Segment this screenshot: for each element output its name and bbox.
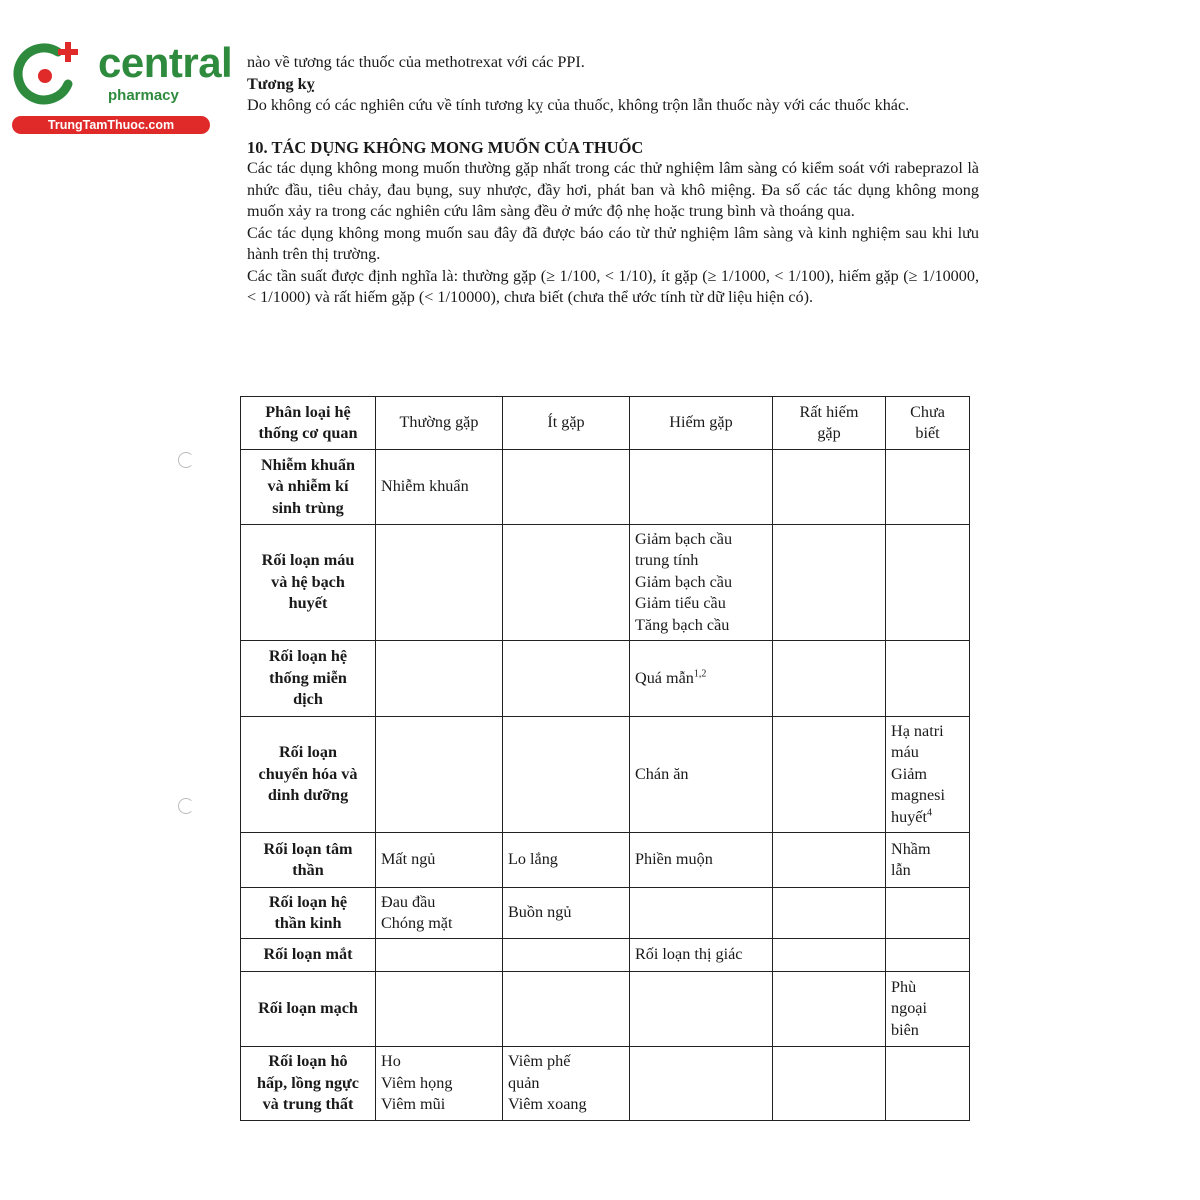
cell-rare: Rối loạn thị giác	[630, 939, 773, 972]
compatibility-paragraph: Do không có các nghiên cứu về tính tương kỵ của thuốc, không trộn lẫn thuốc này với các thuốc khác.	[247, 96, 910, 114]
cell-category: Rối loạn chuyển hóa và dinh dưỡng	[241, 717, 376, 833]
header-very-rare: Rất hiếm gặp	[773, 397, 886, 450]
header-organ-class: Phân loại hệ thống cơ quan	[241, 397, 376, 450]
cell-rare: Giảm bạch cầu trung tính Giảm bạch cầu Giảm tiểu cầu Tăng bạch cầu	[630, 525, 773, 641]
cell-unknown: Nhầm lẫn	[886, 833, 970, 888]
table-row	[241, 641, 970, 717]
header-uncommon: Ít gặp	[503, 397, 630, 450]
cell-very-rare	[773, 939, 886, 972]
footnote-superscript: 1,2	[693, 668, 707, 680]
paragraph-adverse-effects: Các tác dụng không mong muốn thường gặp nhất trong các thử nghiệm lâm sàng có kiểm soát với rabeprazol là nhức đầu, tiêu chảy, đau bụng, suy nhược, đầy hơi, phát ban và khô miệng. Đa số các tác dụng không mong muốn xảy ra trong các nghiên cứu lâm sàng đều ở mức độ nhẹ hoặc trung bình và thoáng qua.	[247, 159, 979, 220]
cell-uncommon	[503, 450, 630, 525]
brand-url: TrungTamThuoc.com	[12, 116, 210, 134]
table-body	[241, 450, 970, 1121]
cell-very-rare	[773, 1047, 886, 1121]
cell-unknown	[886, 939, 970, 972]
punch-hole-mark	[178, 798, 194, 814]
table-header-row	[241, 397, 970, 450]
paragraph-intro: nào về tương tác thuốc của methotrexat với các PPI.	[247, 53, 585, 71]
cell-very-rare	[773, 717, 886, 833]
cell-rare	[630, 1047, 773, 1121]
cell-very-rare	[773, 641, 886, 717]
cell-uncommon	[503, 717, 630, 833]
adverse-effects-table-wrapper	[240, 396, 970, 1121]
cell-rare	[630, 888, 773, 939]
cell-rare: Phiền muộn	[630, 833, 773, 888]
cell-category: Rối loạn hô hấp, lồng ngực và trung thất	[241, 1047, 376, 1121]
brand-subtitle: pharmacy	[108, 87, 179, 104]
cell-category: Rối loạn hệ thần kinh	[241, 888, 376, 939]
document-body	[247, 52, 979, 309]
table-row	[241, 450, 970, 525]
cell-category: Nhiễm khuẩn và nhiễm kí sinh trùng	[241, 450, 376, 525]
cell-uncommon: Lo lắng	[503, 833, 630, 888]
table-row	[241, 939, 970, 972]
paragraph-frequency-definitions: Các tần suất được định nghĩa là: thường gặp (≥ 1/100, < 1/10), ít gặp (≥ 1/1000, < 1/100), hiếm gặp (≥ 1/10000, < 1/1000) và rất hiếm gặp (< 1/10000), chưa biết (chưa thể ước tính từ dữ liệu hiện có).	[247, 266, 979, 306]
cell-unknown	[886, 450, 970, 525]
cell-common	[376, 717, 503, 833]
cell-very-rare	[773, 888, 886, 939]
cell-very-rare	[773, 450, 886, 525]
cell-category: Rối loạn hệ thống miễn dịch	[241, 641, 376, 717]
cell-very-rare	[773, 525, 886, 641]
cell-uncommon	[503, 972, 630, 1047]
cell-unknown: Hạ natri máu Giảm magnesi huyết$^4$	[886, 717, 970, 833]
punch-hole-mark	[178, 452, 194, 468]
cell-common: Đau đầu Chóng mặt	[376, 888, 503, 939]
cell-common: Ho Viêm họng Viêm mũi	[376, 1047, 503, 1121]
cell-very-rare	[773, 833, 886, 888]
cell-category: Rối loạn mắt	[241, 939, 376, 972]
table-row	[241, 888, 970, 939]
cell-uncommon	[503, 939, 630, 972]
cell-rare: Quá mẫn$^{1,2}$	[630, 641, 773, 717]
cell-unknown: Phù ngoại biên	[886, 972, 970, 1047]
brand-name: central	[98, 39, 233, 86]
cell-uncommon	[503, 525, 630, 641]
cell-common: Mất ngủ	[376, 833, 503, 888]
header-common: Thường gặp	[376, 397, 503, 450]
section-heading: 10. TÁC DỤNG KHÔNG MONG MUỐN CỦA THUỐC	[247, 137, 644, 157]
cell-uncommon: Viêm phế quản Viêm xoang	[503, 1047, 630, 1121]
cell-common: Nhiễm khuẩn	[376, 450, 503, 525]
cell-category: Rối loạn máu và hệ bạch huyết	[241, 525, 376, 641]
central-pharmacy-logo-icon	[10, 38, 80, 108]
footnote-superscript: 4	[926, 807, 932, 819]
cell-rare	[630, 450, 773, 525]
cell-uncommon	[503, 641, 630, 717]
cell-common	[376, 939, 503, 972]
table-row	[241, 972, 970, 1047]
cell-unknown	[886, 641, 970, 717]
cell-rare	[630, 972, 773, 1047]
cell-category: Rối loạn mạch	[241, 972, 376, 1047]
cell-common	[376, 525, 503, 641]
table-row	[241, 525, 970, 641]
table-row	[241, 1047, 970, 1121]
cell-very-rare	[773, 972, 886, 1047]
brand-logo	[10, 38, 233, 138]
paragraph-reported-effects: Các tác dụng không mong muốn sau đây đã được báo cáo từ thử nghiệm lâm sàng và kinh nghiệm sau khi lưu hành trên thị trường.	[247, 223, 979, 263]
cell-common	[376, 641, 503, 717]
table-row	[241, 717, 970, 833]
cell-unknown	[886, 1047, 970, 1121]
cell-common	[376, 972, 503, 1047]
header-unknown: Chưa biết	[886, 397, 970, 450]
header-rare: Hiếm gặp	[630, 397, 773, 450]
cell-rare: Chán ăn	[630, 717, 773, 833]
table-row	[241, 833, 970, 888]
cell-uncommon: Buồn ngủ	[503, 888, 630, 939]
compatibility-heading: Tương kỵ	[247, 74, 315, 93]
adverse-effects-table	[240, 396, 970, 1121]
cell-unknown	[886, 888, 970, 939]
cell-unknown	[886, 525, 970, 641]
cell-category: Rối loạn tâm thần	[241, 833, 376, 888]
